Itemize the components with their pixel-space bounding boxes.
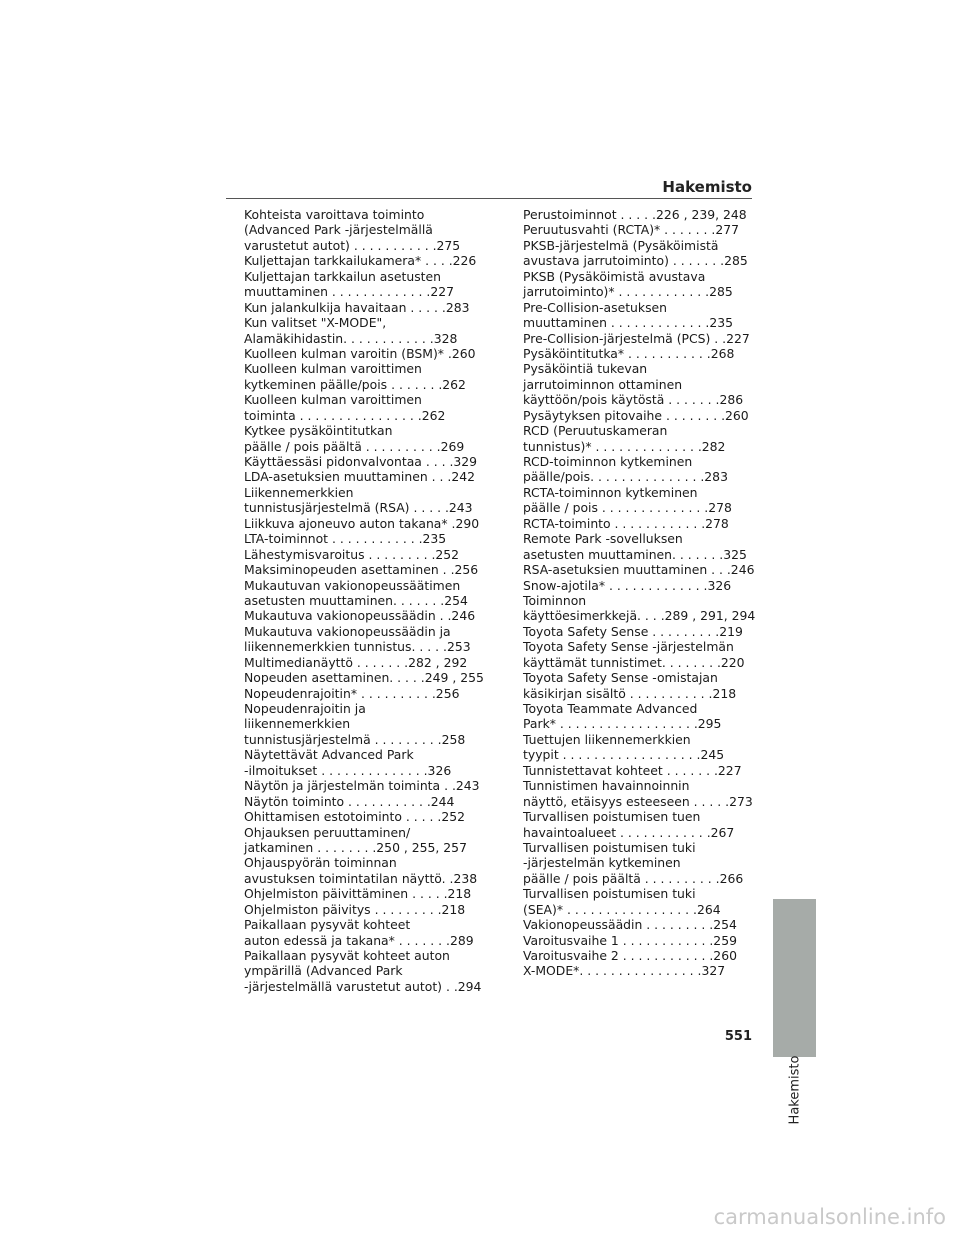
index-entry-line: muuttaminen . . . . . . . . . . . . .235 xyxy=(523,315,733,331)
index-entry-line: Toyota Safety Sense -järjestelmän xyxy=(523,639,734,655)
index-entry-line: RCTA-toiminto . . . . . . . . . . . .278 xyxy=(523,515,729,531)
index-entry-line: Toyota Safety Sense -omistajan xyxy=(523,670,718,686)
index-entry-line: PKSB (Pysäköimistä avustava xyxy=(523,268,706,284)
index-entry-line: PKSB-järjestelmä (Pysäköimistä xyxy=(523,237,719,253)
index-entry-line: tunnistus)* . . . . . . . . . . . . . .282 xyxy=(523,438,726,454)
index-entry-line: Park* . . . . . . . . . . . . . . . . . .295 xyxy=(523,716,722,732)
index-column-right xyxy=(523,207,756,979)
index-entry-line: Pysäköintitutka* . . . . . . . . . . .268 xyxy=(523,345,735,361)
index-entry-line: Lähestymisvaroitus . . . . . . . . .252 xyxy=(244,546,460,562)
index-entry-line: päälle / pois päältä . . . . . . . . . .269 xyxy=(244,438,465,454)
watermark-link[interactable]: carmanualsonline.info xyxy=(713,1205,946,1229)
index-entry-line: Maksiminopeuden asettaminen . .256 xyxy=(244,562,479,578)
index-entry-line: Varoitusvaihe 1 . . . . . . . . . . . .259 xyxy=(523,932,737,948)
index-entry-line: Ohittamisen estotoiminto . . . . .252 xyxy=(244,809,465,825)
index-entry-line: Ohjelmiston päivitys . . . . . . . . .218 xyxy=(244,901,466,917)
index-entry-line: varustetut autot) . . . . . . . . . . .275 xyxy=(244,237,461,253)
index-entry-line: Remote Park -sovelluksen xyxy=(523,531,683,547)
index-entry-line: avustuksen toimintatilan näyttö. .238 xyxy=(244,870,478,886)
index-entry-line: Kohteista varoittava toiminto xyxy=(244,207,425,222)
index-entry-line: jatkaminen . . . . . . . .250 , 255, 257 xyxy=(244,839,467,855)
index-entry-line: Ohjelmiston päivittäminen . . . . .218 xyxy=(244,886,472,902)
index-entry-line: Kuljettajan tarkkailun asetusten xyxy=(244,268,441,284)
index-entry-line: Liikennemerkkien xyxy=(244,484,354,500)
index-entry-line: Kuolleen kulman varoittimen xyxy=(244,392,422,408)
index-entry-line: Pysäytyksen pitovaihe . . . . . . . .260 xyxy=(523,407,749,423)
index-entry-line: Varoitusvaihe 2 . . . . . . . . . . . .260 xyxy=(523,948,737,963)
index-entry-line: Kuljettajan tarkkailukamera* . . . .226 xyxy=(244,253,477,269)
header-title: Hakemisto xyxy=(662,178,752,196)
index-entry-line: RSA-asetuksien muuttaminen . . .246 xyxy=(523,562,755,578)
index-entry-line: Kuolleen kulman varoittimen xyxy=(244,361,422,377)
page-number: 551 xyxy=(724,1029,752,1044)
index-entry-line: toiminta . . . . . . . . . . . . . . . .262 xyxy=(244,407,446,423)
index-entry-line: Käyttäessäsi pidonvalvontaa . . . .329 xyxy=(244,454,478,469)
index-entry-line: Mukautuva vakionopeussäädin . .246 xyxy=(244,608,476,624)
index-entry-line: Tunnistettavat kohteet . . . . . . .227 xyxy=(523,762,742,778)
index-entry-line: (Advanced Park -järjestelmällä xyxy=(244,222,433,238)
index-entry-line: LDA-asetuksien muuttaminen . . .242 xyxy=(244,469,475,485)
index-entry-line: Kuolleen kulman varoitin (BSM)* .260 xyxy=(244,345,476,361)
index-entry-line: -järjestelmän kytkeminen xyxy=(523,855,681,871)
index-entry-line: Paikallaan pysyvät kohteet auton xyxy=(244,948,450,963)
section-tab-label xyxy=(774,1055,816,1125)
index-entry-line: Perustoiminnot . . . . .226 , 239, 248 xyxy=(523,207,747,222)
index-entry-line: tunnistusjärjestelmä (RSA) . . . . .243 xyxy=(244,500,473,516)
index-entry-line: Pre-Collision-järjestelmä (PCS) . .227 xyxy=(523,330,750,346)
index-entry-line: Toyota Teammate Advanced xyxy=(523,701,698,716)
index-entry-line: Toyota Safety Sense . . . . . . . . .219 xyxy=(523,623,743,639)
index-entry-line: Multimedianäyttö . . . . . . .282 , 292 xyxy=(244,654,468,670)
index-entry-line: Tunnistimen havainnoinnin xyxy=(523,778,690,794)
index-entry-line: asetusten muuttaminen. . . . . . .325 xyxy=(523,546,747,562)
index-entry-line: tunnistusjärjestelmä . . . . . . . . .258 xyxy=(244,731,466,747)
index-entry-line: Näytön toiminto . . . . . . . . . . .244 xyxy=(244,793,455,809)
index-entry-line: Turvallisen poistumisen tuen xyxy=(523,809,701,825)
index-entry-line: Turvallisen poistumisen tuki xyxy=(523,886,696,902)
index-entry-line: käyttämät tunnistimet. . . . . . . .220 xyxy=(523,654,745,670)
index-entry-line: Nopeudenrajoitin ja xyxy=(244,701,366,716)
index-entry-line: -järjestelmällä varustetut autot) . .294 xyxy=(244,978,482,994)
index-entry-line: päälle / pois . . . . . . . . . . . . . .278 xyxy=(523,500,732,516)
index-entry-line: Kun valitset "X-MODE", xyxy=(244,315,387,331)
index-entry-line: RCD (Peruutuskameran xyxy=(523,423,668,439)
index-entry-line: jarrutoiminnon ottaminen xyxy=(523,376,683,392)
index-entry-line: jarrutoiminto)* . . . . . . . . . . . .285 xyxy=(523,284,733,300)
index-entry-line: Liikkuva ajoneuvo auton takana* .290 xyxy=(244,515,480,531)
index-entry-line: Pre-Collision-asetuksen xyxy=(523,299,668,315)
section-tab-label-text: Hakemisto xyxy=(787,1055,803,1125)
index-entry-line: Ohjauspyörän toiminnan xyxy=(244,855,397,871)
index-entry-line: avustava jarrutoiminto) . . . . . . .285 xyxy=(523,253,748,269)
index-entry-line: ympärillä (Advanced Park xyxy=(244,963,403,979)
section-tab xyxy=(773,899,816,1057)
index-entry-line: Näytettävät Advanced Park xyxy=(244,747,414,763)
index-entry-line: Peruutusvahti (RCTA)* . . . . . . .277 xyxy=(523,222,740,238)
index-entry-line: Pysäköintiä tukevan xyxy=(523,361,648,377)
index-entry-line: Kytkee pysäköintitutkan xyxy=(244,423,393,439)
index-entry-line: asetusten muuttaminen. . . . . . .254 xyxy=(244,592,468,608)
index-entry-line: päälle/pois. . . . . . . . . . . . . . .283 xyxy=(523,469,728,485)
index-entry-line: päälle / pois päältä . . . . . . . . . .266 xyxy=(523,870,744,886)
index-entry-line: Toiminnon xyxy=(523,592,587,608)
index-entry-line: käyttöesimerkkejä. . . .289 , 291, 294 xyxy=(523,608,756,624)
index-entry-line: Nopeudenrajoitin* . . . . . . . . . .256 xyxy=(244,685,460,701)
index-entry-line: käsikirjan sisältö . . . . . . . . . . .218 xyxy=(523,685,737,701)
index-entry-line: liikennemerkkien tunnistus. . . . .253 xyxy=(244,639,471,655)
index-entry-line: tyypit . . . . . . . . . . . . . . . . . .245 xyxy=(523,747,725,763)
index-entry-line: liikennemerkkien xyxy=(244,716,351,732)
index-entry-line: Nopeuden asettaminen. . . . .249 , 255 xyxy=(244,670,484,686)
index-entry-line: Vakionopeussäädin . . . . . . . . .254 xyxy=(523,917,737,933)
index-entry-line: Kun jalankulkija havaitaan . . . . .283 xyxy=(244,299,470,315)
index-entry-line: Mukautuva vakionopeussäädin ja xyxy=(244,623,451,639)
index-entry-line: RCTA-toiminnon kytkeminen xyxy=(523,484,698,500)
index-entry-line: Ohjauksen peruuttaminen/ xyxy=(244,824,411,840)
index-entry-line: -ilmoitukset . . . . . . . . . . . . . .326 xyxy=(244,762,452,778)
index-entry-line: Näytön ja järjestelmän toiminta . .243 xyxy=(244,778,480,794)
index-entry-line: kytkeminen päälle/pois . . . . . . .262 xyxy=(244,376,466,392)
index-entry-line: LTA-toiminnot . . . . . . . . . . . .235 xyxy=(244,531,447,547)
index-entry-line: Tuettujen liikennemerkkien xyxy=(523,731,691,747)
index-entry-line: Turvallisen poistumisen tuki xyxy=(523,839,696,855)
index-entry-line: auton edessä ja takana* . . . . . . .289 xyxy=(244,932,474,948)
index-entry-line: havaintoalueet . . . . . . . . . . . .267 xyxy=(523,824,735,840)
index-entry-line: (SEA)* . . . . . . . . . . . . . . . . .264 xyxy=(523,901,721,917)
index-entry-line: muuttaminen . . . . . . . . . . . . .227 xyxy=(244,284,454,300)
index-entry-line: käyttöön/pois käytöstä . . . . . . .286 xyxy=(523,392,744,408)
index-entry-line: Snow-ajotila* . . . . . . . . . . . . .326 xyxy=(523,577,732,593)
header-divider xyxy=(226,198,752,199)
index-entry-line: Mukautuvan vakionopeussäätimen xyxy=(244,577,461,593)
index-entry-line: RCD-toiminnon kytkeminen xyxy=(523,454,693,469)
index-entry-line: Alamäkihidastin. . . . . . . . . . . .328 xyxy=(244,330,458,346)
index-entry-line: näyttö, etäisyys esteeseen . . . . .273 xyxy=(523,793,753,809)
index-column-left xyxy=(244,207,484,994)
index-entry-line: X-MODE*. . . . . . . . . . . . . . . .327 xyxy=(523,963,726,979)
index-entry-line: Paikallaan pysyvät kohteet xyxy=(244,917,411,933)
